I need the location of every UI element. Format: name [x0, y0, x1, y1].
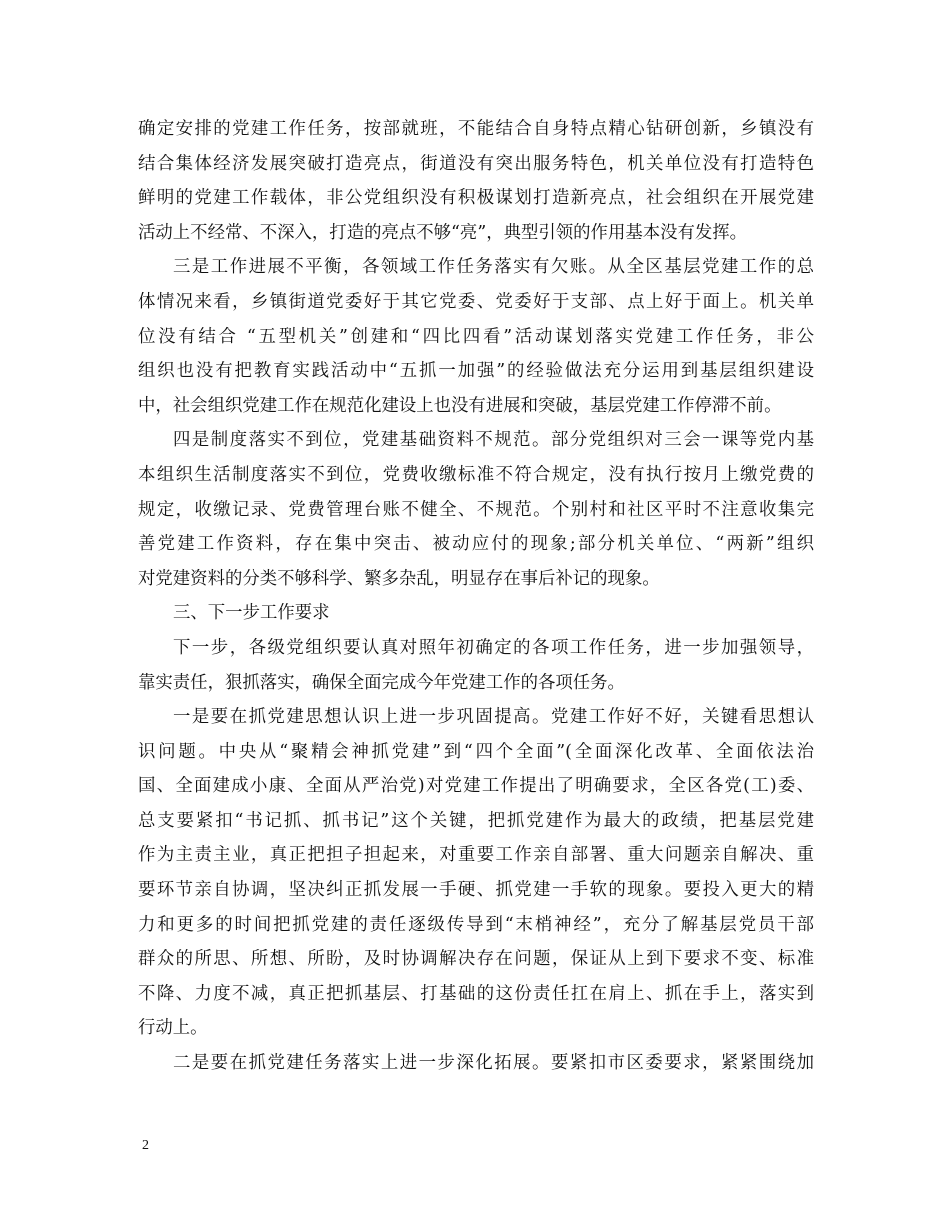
text-line: 国、全面建成小康、全面从严治党)对党建工作提出了明确要求，全区各党(工)委、 — [138, 776, 814, 797]
text-line: 总支要紧扣“书记抓、抓书记”这个关键，把抓党建作为最大的政绩，把基层党建 — [138, 810, 814, 831]
text-line: 力和更多的时间把抓党建的责任逐级传导到“末梢神经”，充分了解基层党员干部 — [138, 914, 814, 935]
text-line: 规定，收缴记录、党费管理台账不健全、不规范。个别村和社区平时不注意收集完 — [138, 499, 814, 520]
text-line: 要环节亲自协调，坚决纠正抓发展一手硬、抓党建一手软的现象。要投入更大的精 — [138, 880, 814, 901]
text-line: 行动上。 — [138, 1018, 208, 1039]
text-line: 活动上不经常、不深入，打造的亮点不够“亮”，典型引领的作用基本没有发挥。 — [138, 222, 748, 243]
text-line: 本组织生活制度落实不到位，党费收缴标准不符合规定，没有执行按月上缴党费的 — [138, 464, 814, 485]
text-line: 善党建工作资料，存在集中突击、被动应付的现象;部分机关单位、“两新”组织 — [138, 534, 814, 555]
page-number: 2 — [142, 1138, 149, 1153]
body-text — [138, 112, 814, 1081]
text-line: 下一步，各级党组织要认真对照年初确定的各项工作任务，进一步加强领导， — [173, 637, 814, 658]
text-line: 四是制度落实不到位，党建基础资料不规范。部分党组织对三会一课等党内基 — [173, 430, 814, 451]
text-line: 组织也没有把教育实践活动中“五抓一加强”的经验做法充分运用到基层组织建设 — [138, 361, 814, 382]
text-line: 三是工作进展不平衡，各领域工作任务落实有欠账。从全区基层党建工作的总 — [173, 257, 814, 278]
text-line: 三、下一步工作要求 — [173, 603, 330, 624]
text-line: 体情况来看，乡镇街道党委好于其它党委、党委好于支部、点上好于面上。机关单 — [138, 291, 814, 312]
text-line: 确定安排的党建工作任务，按部就班，不能结合自身特点精心钻研创新，乡镇没有 — [138, 119, 814, 139]
text-line: 位没有结合 “五型机关”创建和“四比四看”活动谋划落实党建工作任务，非公 — [138, 326, 815, 347]
text-line: 二是要在抓党建任务落实上进一步深化拓展。要紧扣市区委要求，紧紧围绕加 — [173, 1053, 814, 1074]
text-line: 结合集体经济发展突破打造亮点，街道没有突出服务特色，机关单位没有打造特色 — [138, 153, 814, 174]
text-line: 靠实责任，狠抓落实，确保全面完成今年党建工作的各项任务。 — [138, 672, 625, 693]
text-line: 一是要在抓党建思想认识上进一步巩固提高。党建工作好不好，关键看思想认 — [173, 707, 814, 728]
text-line: 鲜明的党建工作载体，非公党组织没有积极谋划打造新亮点，社会组织在开展党建 — [138, 188, 814, 209]
text-line: 不降、力度不减，真正把抓基层、打基础的这份责任扛在肩上、抓在手上，落实到 — [138, 983, 814, 1004]
text-line: 作为主责主业，真正把担子担起来，对重要工作亲自部署、重大问题亲自解决、重 — [138, 845, 814, 866]
text-line: 中，社会组织党建工作在规范化建设上也没有进展和突破，基层党建工作停滞不前。 — [138, 395, 782, 416]
text-line: 群众的所思、所想、所盼，及时协调解决存在问题，保证从上到下要求不变、标准 — [138, 949, 814, 970]
text-line: 对党建资料的分类不够科学、繁多杂乱，明显存在事后补记的现象。 — [138, 568, 660, 589]
text-line: 识问题。中央从“聚精会神抓党建”到“四个全面”(全面深化改革、全面依法治 — [138, 741, 814, 762]
